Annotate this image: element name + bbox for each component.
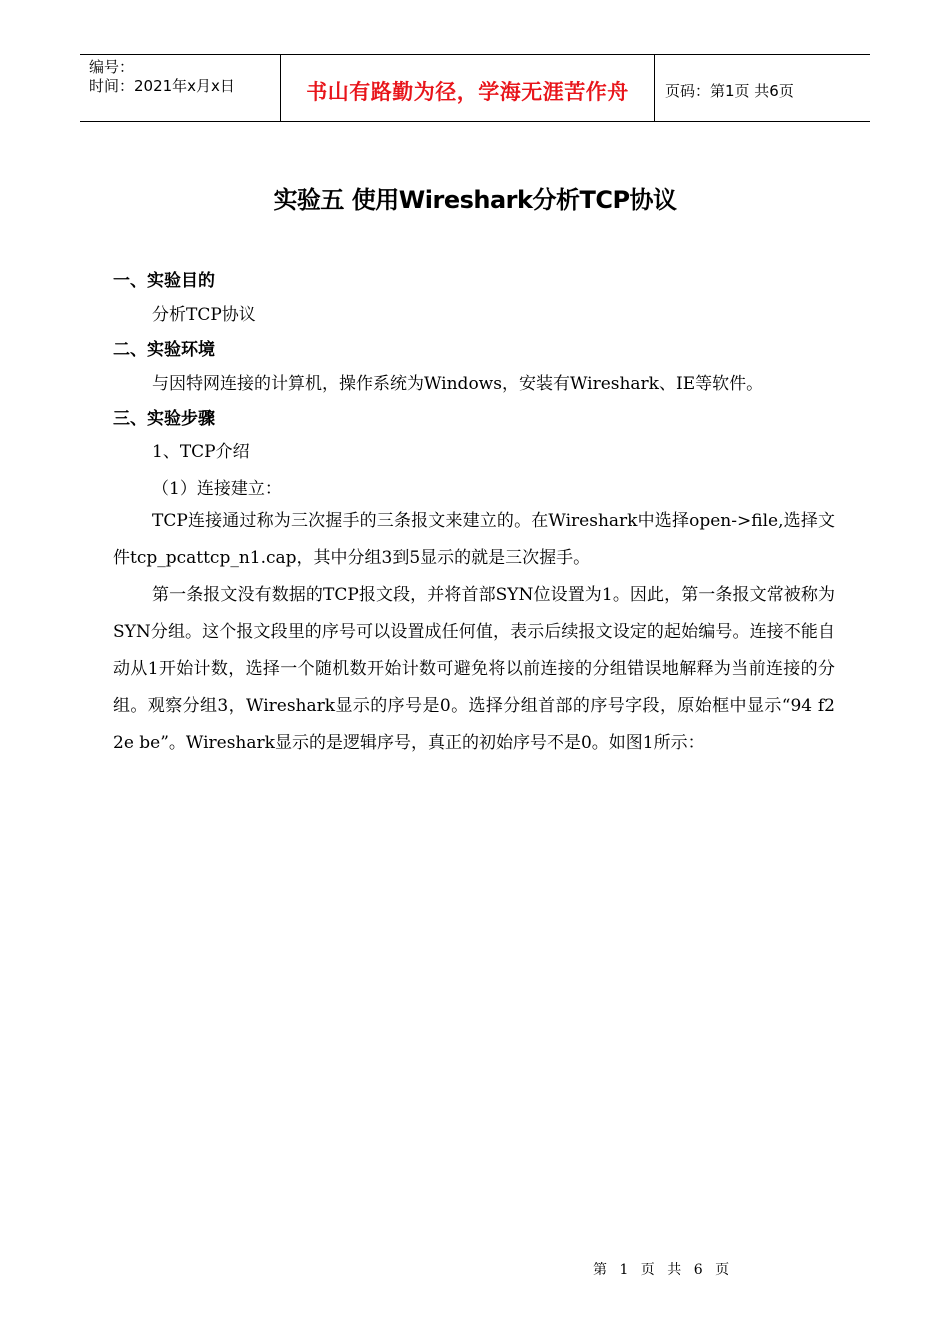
- step-item-tcp-intro: 1、TCP介绍: [152, 442, 250, 462]
- step-item-connection: （1）连接建立：: [152, 479, 282, 499]
- header-meta: [89, 58, 235, 96]
- section-heading-purpose: 一、实验目的: [113, 271, 215, 291]
- section-heading-environment: 二、实验环境: [113, 340, 215, 360]
- header-page-info: 页码：第1页 共6页: [665, 82, 794, 100]
- section-body-environment: 与因特网连接的计算机，操作系统为Windows，安装有Wireshark、IE等软件。: [152, 374, 764, 394]
- section-body-purpose: 分析TCP协议: [152, 305, 256, 325]
- header-divider: [654, 55, 655, 122]
- header-motto: 书山有路勤为径，学海无涯苦作舟: [306, 80, 629, 104]
- document-title: 实验五 使用Wireshark分析TCP协议: [273, 186, 677, 214]
- number-label: 编号：: [89, 58, 135, 76]
- paragraph-syn-packet: 第一条报文没有数据的TCP报文段，并将首部SYN位设置为1。因此，第一条报文常被称为SYN分组。这个报文段里的序号可以设置成任何值，表示后续报文设定的起始编号。连接不能自动从1开始计数，选择一个随机数开始计数可避免将以前连接的分组错误地解释为当前连接的分组。观察分组3，Wireshark显示的序号是0。选择分组首部的序号字段，原始框中显示“94 f2 2e be”。Wireshark显示的是逻辑序号，真正的初始序号不是0。如图1所示：: [113, 585, 835, 753]
- page-footer: 第 1 页 共 6 页: [593, 1262, 734, 1278]
- date-label: 时间：2021年x月x日: [89, 77, 235, 95]
- section-heading-steps: 三、实验步骤: [113, 409, 215, 429]
- paragraph-three-way-handshake: TCP连接通过称为三次握手的三条报文来建立的。在Wireshark中选择open->file,选择文件tcp_pcattcp_n1.cap，其中分组3到5显示的就是三次握手。: [113, 511, 835, 568]
- page-header: [80, 54, 870, 122]
